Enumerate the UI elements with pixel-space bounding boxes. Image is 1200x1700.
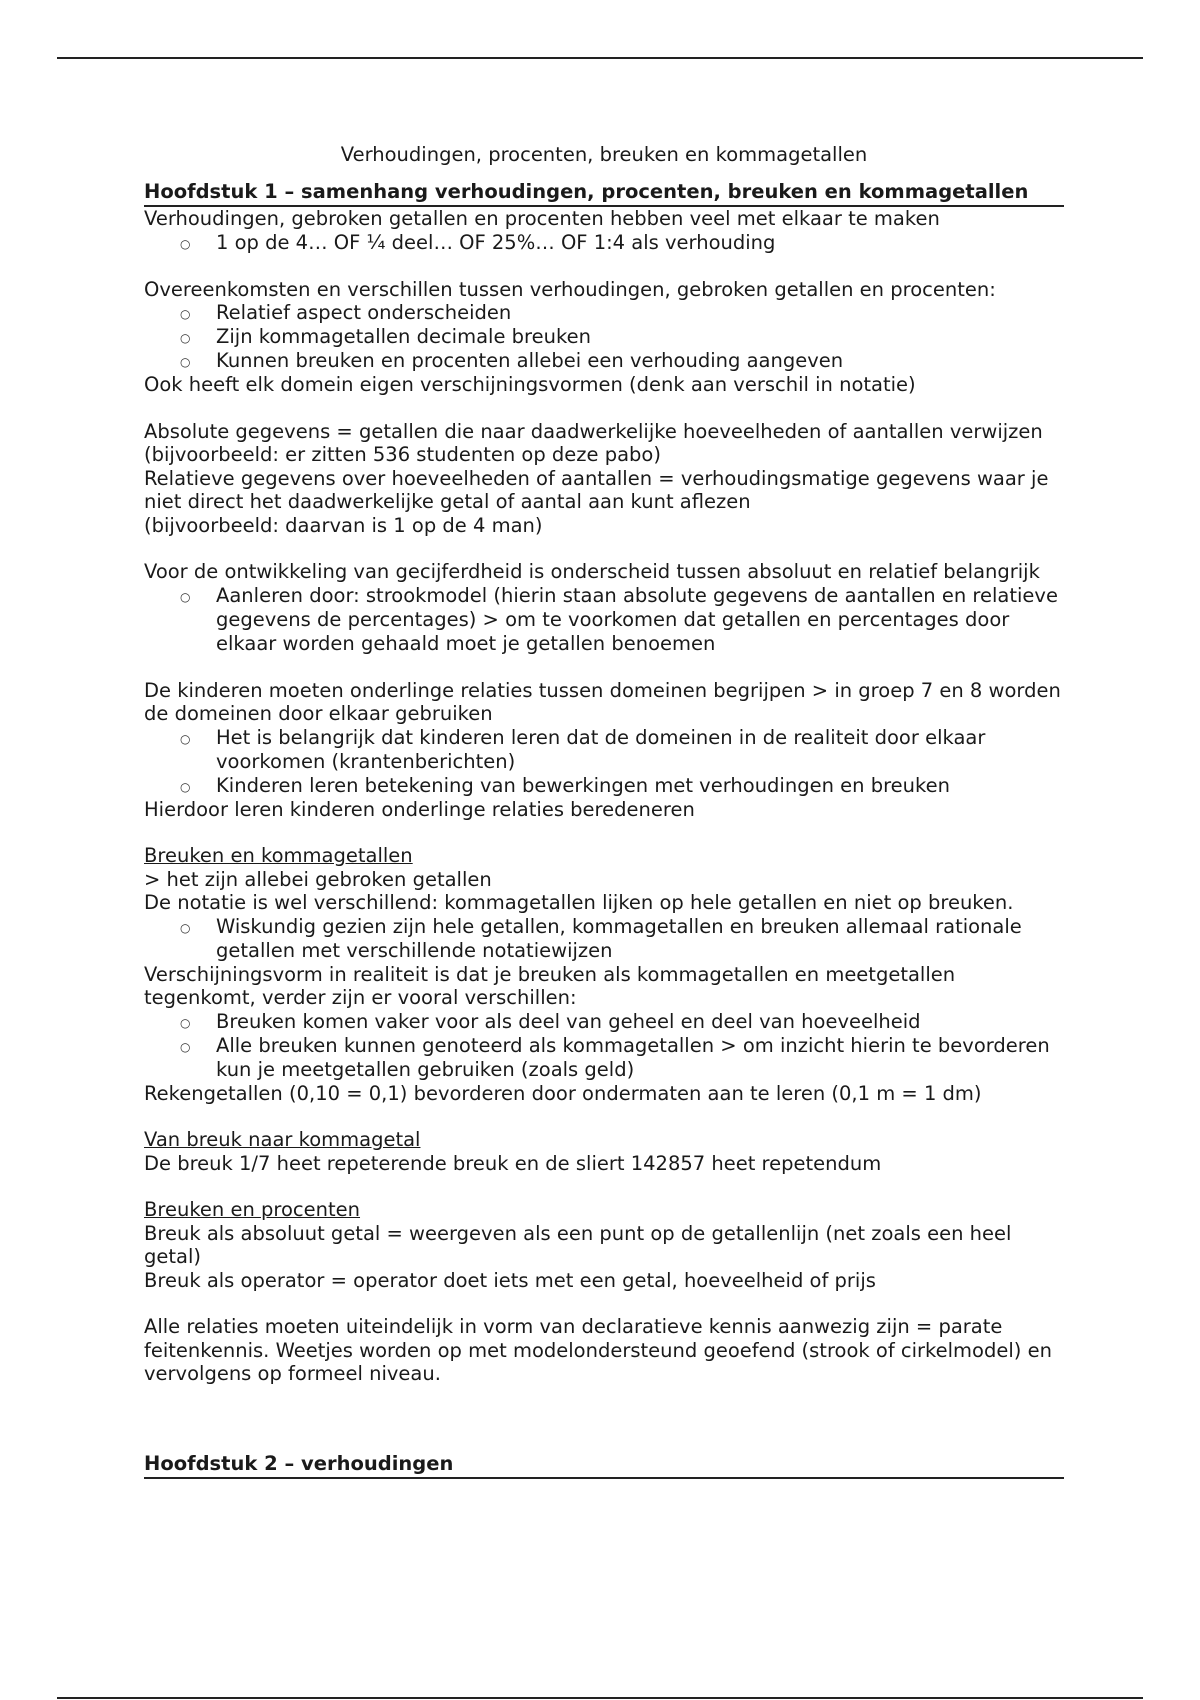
list-item: ○ Alle breuken kunnen genoteerd als kommagetallen > om inzicht hierin te bevorderen kun je meetgetallen gebruiken (zoals geld): [216, 1034, 1064, 1082]
subheading-breuken-procenten: Breuken en procenten: [144, 1198, 361, 1221]
domein-text: Ook heeft elk domein eigen verschijningsvormen (denk aan verschil in notatie): [144, 373, 916, 396]
intro-text: Verhoudingen, gebroken getallen en procenten hebben veel met elkaar te maken: [144, 207, 940, 230]
breuken-procenten-line1: Breuk als absoluut getal = weergeven als een punt op de getallenlijn (net zoals een heel getal): [144, 1221, 1012, 1268]
breuken-komma-list1: [144, 915, 1064, 963]
conclusie-text: Alle relaties moeten uiteindelijk in vorm van declaratieve kennis aanwezig zijn = parate feitenkennis. Weetjes worden op met modelondersteund geoefend (strook of cirkelmodel) en vervolgens op formeel niveau.: [144, 1315, 1052, 1385]
breuk-komma-line1: De breuk 1/7 heet repeterende breuk en de sliert 142857 heet repetendum: [144, 1151, 882, 1175]
gecijferdheid-text: Voor de ontwikkeling van gecijferdheid is onderscheid tussen absoluut en relatief belangrijk: [144, 560, 1040, 583]
relatieve-example: (bijvoorbeeld: daarvan is 1 op de 4 man): [144, 513, 543, 537]
breuken-komma-line1: > het zijn allebei gebroken getallen: [144, 867, 492, 891]
list-item: ○ Kunnen breuken en procenten allebei een verhouding aangeven: [216, 349, 1064, 373]
chapter-1-heading: Hoofdstuk 1 – samenhang verhoudingen, procenten, breuken en kommagetallen: [144, 180, 1064, 207]
subheading-breuken-kommagetallen: Breuken en kommagetallen: [144, 844, 413, 867]
document-body: [144, 143, 1064, 1479]
overeenkomsten-list: [144, 301, 1064, 373]
page-bottom-rule: [57, 1697, 1143, 1699]
list-item: ○ Relatief aspect onderscheiden: [216, 301, 1064, 325]
list-item: ○ Wiskundig gezien zijn hele getallen, kommagetallen en breuken allemaal rationale getallen met verschillende notatiewijzen: [216, 915, 1064, 963]
list-item: ○ Aanleren door: strookmodel (hierin staan absolute gegevens de aantallen en relatieve gegevens de percentages) > om te voorkomen dat getallen en percentages door elkaar worden gehaald moet je getallen benoemen: [216, 584, 1064, 656]
list-item: ○ Zijn kommagetallen decimale breuken: [216, 325, 1064, 349]
relatieve-text: Relatieve gegevens over hoeveelheden of aantallen = verhoudingsmatige gegevens waar je niet direct het daadwerkelijke getal of aantal aan kunt aflezen: [144, 466, 1049, 513]
intro-list: [144, 231, 1064, 255]
breuken-komma-list2: [144, 1010, 1064, 1082]
beredeneren-text: Hierdoor leren kinderen onderlinge relaties beredeneren: [144, 797, 695, 821]
relaties-list: [144, 726, 1064, 798]
breuken-komma-line4: Rekengetallen (0,10 = 0,1) bevorderen door ondermaten aan te leren (0,1 m = 1 dm): [144, 1081, 982, 1105]
chapter-2-heading: Hoofdstuk 2 – verhoudingen: [144, 1452, 1064, 1479]
list-item: ○ Kinderen leren betekening van bewerkingen met verhoudingen en breuken: [216, 774, 1064, 798]
breuken-komma-line2: De notatie is wel verschillend: kommagetallen lijken op hele getallen en niet op breuken.: [144, 891, 1014, 914]
breuken-komma-line3: Verschijningsvorm in realiteit is dat je breuken als kommagetallen en meetgetallen tegenkomt, verder zijn er vooral verschillen:: [144, 962, 956, 1009]
list-item: ○ 1 op de 4… OF ¼ deel… OF 25%… OF 1:4 als verhouding: [216, 231, 1064, 255]
relaties-text: De kinderen moeten onderlinge relaties tussen domeinen begrijpen > in groep 7 en 8 worden de domeinen door elkaar gebruiken: [144, 678, 1061, 725]
document-title: Verhoudingen, procenten, breuken en kommagetallen: [340, 143, 868, 166]
subheading-breuk-naar-kommagetal: Van breuk naar kommagetal: [144, 1128, 421, 1151]
page-top-rule: [57, 57, 1143, 59]
absolute-text: Absolute gegevens = getallen die naar daadwerkelijke hoeveelheden of aantallen verwijzen (bijvoorbeeld: er zitten 536 studenten op deze pabo): [144, 419, 1043, 466]
list-item: ○ Het is belangrijk dat kinderen leren dat de domeinen in de realiteit door elkaar voorkomen (krantenberichten): [216, 726, 1064, 774]
overeenkomsten-text: Overeenkomsten en verschillen tussen verhoudingen, gebroken getallen en procenten:: [144, 277, 996, 301]
gecijferdheid-list: [144, 584, 1064, 656]
list-item: ○ Breuken komen vaker voor als deel van geheel en deel van hoeveelheid: [216, 1010, 1064, 1034]
breuken-procenten-line2: Breuk als operator = operator doet iets met een getal, hoeveelheid of prijs: [144, 1268, 876, 1292]
